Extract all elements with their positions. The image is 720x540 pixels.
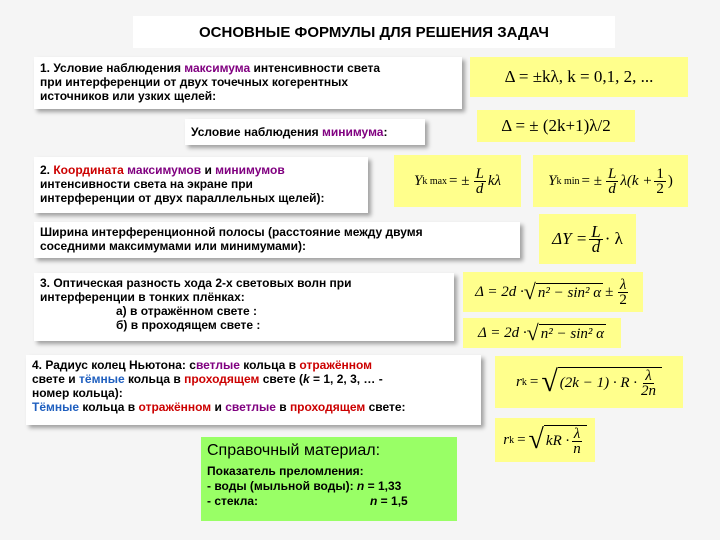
s1-line3: источников или узких щелей: [40,89,217,103]
s4-transmitted2: проходящем [289,400,366,414]
n2-sqrt [529,425,587,456]
s3-line2: интерференции в тонких плёнках: [40,290,245,304]
ymax-eq: = ± [449,172,470,189]
s4-line3: номер кольца): [32,386,123,400]
n1-expr: (2k − 1) · R · [559,374,637,391]
refl-rad: n² − sin² α [537,284,602,301]
s4-l2e: свете ( [259,372,304,386]
n1-r: r [516,373,522,390]
ymin-kp: (k + [626,172,653,189]
page-title: ОСНОВНЫЕ ФОРМУЛЫ ДЛЯ РЕШЕНИЯ ЗАДАЧ [199,23,549,41]
section-3 [34,273,454,341]
s3-line4: б) в проходящем свете : [116,318,261,332]
s1-line2: при интерференции от двух точечных когерентных [40,75,349,89]
s3-line3: а) в отражённом свете : [116,304,257,318]
ymin-one: 1 [656,165,664,182]
ymax-kl: kλ [487,172,501,189]
ymax-L: L [475,165,484,182]
formula-max-condition [470,57,688,97]
s2-line2: интенсивности света на экране при [40,177,253,191]
ymin-two: 2 [656,180,664,197]
s2-a: 2. [40,163,54,177]
n1-lam: λ [645,367,652,384]
s1-text-c: интенсивности света [250,61,381,75]
title-box [133,16,615,48]
fringe-dotl: · λ [604,229,623,248]
refl-two: 2 [619,291,627,308]
section-2 [34,157,368,213]
refl-frac [617,278,629,307]
formula-ymin [533,155,688,207]
ymin-frac1 [606,167,618,196]
trans-rad: n² − sin² α [540,325,604,342]
formula-newton-2 [495,418,595,462]
n1-2n: 2n [640,382,656,399]
s4-l2c: кольца в [124,372,185,386]
ymax-Y: Y [413,172,423,189]
n2-sqrt-sign: √ [528,424,544,455]
fringe-d: d [591,236,601,256]
min-text-a: Условие наблюдения [191,125,322,139]
s4-reflected: отражённом [299,358,373,372]
ref-glass-val: = 1,5 [377,494,408,508]
refl-sqrt [524,281,603,303]
ref-n1: n [356,479,365,493]
n2-r: r [503,431,510,448]
ref-n2: n [370,494,378,508]
ref-line3 [207,494,451,509]
section-4 [26,355,481,425]
n2-n: n [573,440,581,457]
formula-max-text: Δ = ±kλ, k = 0,1, 2, ... [504,67,654,86]
s4-l4d: и [211,400,226,414]
refl-sqrt-sign: √ [523,279,536,304]
reference-material [201,437,457,521]
n2-expr: kR · [545,432,570,449]
fringe-line1: Ширина интерференционной полосы (расстояние между двумя [40,225,423,239]
s2-line3: интерференции от двух параллельных щелей): [40,191,325,205]
n1-k: k [521,376,527,388]
n2-eq: = [517,431,526,448]
s4-l2f: = 1, 2, 3, … - [309,372,383,386]
ymax-frac [474,167,486,196]
ymax-d: d [475,180,484,197]
n1-eq: = [529,373,539,390]
ref-water: - воды (мыльной воды): [207,479,357,493]
s1-text-a: 1. Условие наблюдения [40,61,185,75]
s4-dark2: Тёмные [32,400,80,414]
refl-D: Δ = 2d · [475,283,524,300]
s2-coordinate: Координата [53,163,124,177]
s4-transmitted: проходящем [184,372,260,386]
n2-frac [571,427,583,456]
ymin-d: d [608,180,616,197]
ymin-lam: λ [620,172,627,189]
trans-sqrt [527,322,606,344]
n1-rad [558,367,662,398]
fringe-frac [589,221,602,256]
formula-min-text: Δ = ± (2k+1)λ/2 [501,116,611,135]
ymax-sub: k max [422,175,448,187]
fringe-width [34,222,520,258]
s4-l4b: кольца в [79,400,139,414]
s2-maxima: максимумов [127,163,202,177]
min-minimum: минимума [321,125,384,139]
ymin-L: L [607,165,617,182]
s4-l1a: 4. Радиус колец Ньютона: с [32,358,196,372]
ymin-Y: Y [548,172,557,189]
trans-sqrt-sign: √ [526,320,539,345]
ymin-sub: k min [556,175,580,187]
ref-line1: Показатель преломления: [207,464,364,478]
min-condition [185,119,425,145]
ref-glass: - стекла: [207,494,258,508]
s4-l4f: в [275,400,290,414]
refl-lam: λ [619,276,627,293]
s4-k: k [303,372,310,386]
fringe-dY: ΔY = [552,229,588,248]
s4-light: ветлые [195,358,240,372]
s2-e: и [201,163,216,177]
s4-l1c: кольца в [239,358,300,372]
s4-light2: светлые [225,400,276,414]
s4-dark: тёмные [79,372,125,386]
ref-water-val: = 1,33 [364,479,402,493]
n2-k: k [509,434,515,446]
n1-frac [639,369,658,398]
fringe-L: L [591,221,601,241]
formula-fringe [539,214,636,264]
s4-l2a: свете и [32,372,80,386]
n1-sqrt [541,367,662,398]
min-text-c: : [383,125,388,139]
fringe-line2: соседними максимумами или минимумами): [40,239,306,253]
ref-title: Справочный материал: [207,442,381,459]
ref-line2 [207,479,451,494]
n1-sqrt-sign: √ [541,365,558,398]
n2-rad [544,425,587,456]
refl-pm: ± [605,283,614,300]
s4-l4h: свете: [365,400,406,414]
ymin-close: ) [667,172,673,189]
trans-D: Δ = 2d · [478,324,527,341]
formula-newton-1 [495,356,683,408]
formula-ymax [394,155,521,207]
section-1 [34,57,462,109]
ymin-frac2 [654,167,666,196]
ymin-eq: = ± [581,172,602,189]
s4-reflected2: отражённом [138,400,212,414]
formula-transmitted [463,318,621,348]
formula-min-condition [477,110,635,142]
s2-minima: минимумов [215,163,285,177]
formula-reflected [463,272,643,312]
s3-line1: 3. Оптическая разность хода 2-х световых волн при [40,276,352,290]
s1-maximum: максимума [184,61,251,75]
n2-lam: λ [573,425,581,442]
